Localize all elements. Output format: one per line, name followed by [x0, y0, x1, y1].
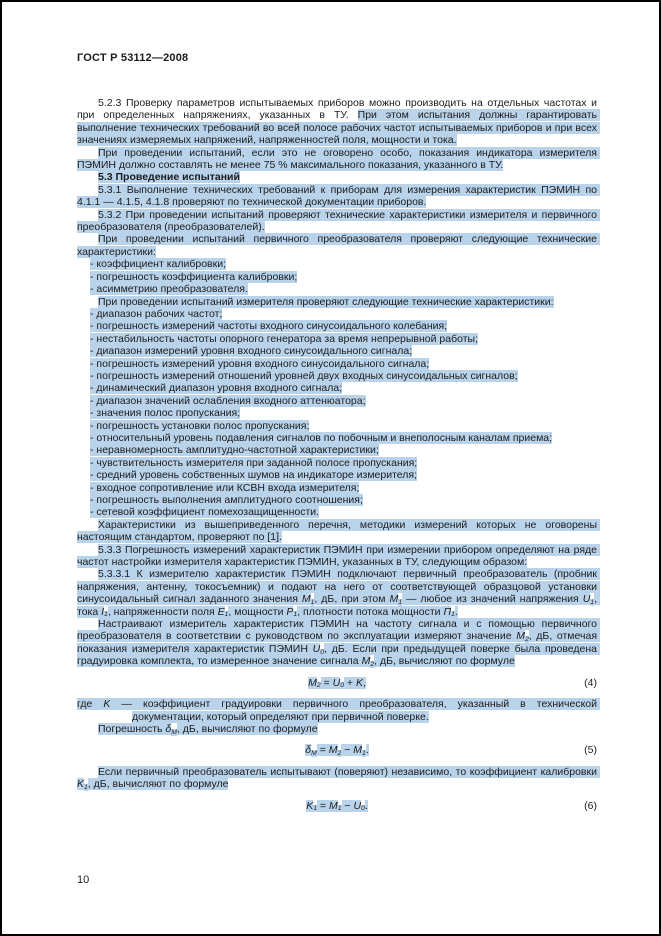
list-item [77, 420, 597, 432]
text-run: - сетевой коэффициент помехозащищенности. [90, 506, 320, 519]
text-run: - коэффициент калибровки; [90, 258, 227, 271]
paragraph-indicator-reading [77, 146, 600, 172]
text-run: M [328, 744, 338, 757]
list-item [77, 283, 597, 295]
text-run: , дБ, при этом [314, 593, 390, 606]
text-run: 1 [104, 611, 108, 619]
text-run: — коэффициент градуировки первичного преобразователя, указанный в технической документации, который определяют при первичной поверке. [110, 698, 600, 723]
list-item [77, 506, 597, 518]
list-item [77, 320, 597, 332]
text-run: - погрешность измерений частоты входного синусоидального колебания; [90, 320, 448, 333]
text-run: - динамический диапазон уровня входного сигнала; [90, 382, 343, 395]
text-run: Погрешность [98, 722, 166, 735]
list-item [77, 382, 597, 394]
list-item [77, 308, 597, 320]
text-run: - входное сопротивление или КСВН входа измерителя; [90, 481, 360, 494]
text-run: 0 [320, 648, 325, 656]
text-run: . [454, 605, 458, 618]
text-run: , дБ. Если при предыдущей поверке была проведена градуировка комплекта, то измеренное значение сигнала [77, 642, 600, 668]
text-run: При проведении испытаний, если это не оговорено особо, показания индикатора измерителя ПЭМИН должно составлять не менее 75 % максимального показания, указанного в ТУ. [77, 146, 600, 172]
text-run: 1 [362, 750, 366, 758]
text-run: Характеристики из вышеприведенного перечня, методики измерений которых не оговорены настоящим стандартом, проверяют по [1]. [77, 518, 600, 544]
text-run: При проведении испытаний первичного преобразователя проверяют следующие технические характеристики: [77, 233, 600, 258]
text-run: 0 [361, 805, 365, 813]
text-run: - неравномерность амплитудно-частотной характеристики; [90, 444, 379, 457]
list-item [77, 333, 597, 345]
text-run: Если первичный преобразователь испытывают (поверяют) независимо, то коэффициент калибровки [98, 765, 600, 778]
document-header: ГОСТ Р 53112—2008 [77, 52, 189, 64]
paragraph-meter-list-intro [77, 296, 597, 308]
list-item [77, 345, 597, 357]
text-run: 5.3.2 При проведении испытаний проверяют технические характеристики измерителя и первичного преобразователя (преобразователей). [77, 208, 600, 234]
text-run: δ [165, 722, 172, 735]
text-run: M [389, 593, 399, 606]
text-run: = [316, 744, 329, 757]
text-run: . [365, 744, 369, 757]
text-run: K [355, 676, 363, 689]
formula-expression [306, 800, 368, 812]
list-item [77, 494, 597, 506]
list-item [77, 457, 597, 469]
formula-6 [77, 800, 597, 812]
text-run: − [341, 744, 354, 757]
text-run: - погрешность коэффициента калибровки; [90, 270, 298, 283]
list-item [77, 370, 597, 382]
text-run: 2 [337, 750, 342, 758]
equation-number: (6) [584, 799, 597, 812]
text-run: = [320, 676, 333, 689]
text-run: 1 [398, 598, 402, 606]
text-run: M [516, 630, 525, 643]
text-run: , плотности потока мощности [297, 605, 444, 618]
text-run: 5.3.3 Погрешность измерений характеристик ПЭМИН при измерении прибором определяют на ряде частот настройки измерителя характеристик ПЭМИН, указанных в ТУ, следующим образом: [77, 543, 600, 569]
text-run: - чувствительность измерителя при заданной полосе пропускания; [90, 456, 418, 469]
text-run: - асимметрию преобразователя. [90, 283, 248, 296]
text-run: - диапазон измерений уровня входного синусоидального сигнала; [90, 345, 413, 358]
text-run: где [77, 698, 104, 711]
text-run: 1 [451, 611, 455, 619]
document-body [77, 97, 600, 821]
text-run: P [286, 605, 294, 618]
text-run: , [362, 676, 366, 689]
text-run: U [332, 676, 341, 689]
text-run: K [77, 778, 85, 791]
formula-4 [77, 677, 597, 689]
text-run: 1 [224, 611, 229, 619]
section-heading-5-3 [77, 171, 597, 183]
list-item [77, 432, 597, 444]
paragraph-5-2-3 [77, 97, 600, 147]
text-run: 0 [340, 682, 344, 690]
paragraph-tuning [77, 618, 600, 668]
text-run: - относительный уровень подавления сигналов по побочным и внеполосным каналам приема; [90, 431, 553, 444]
text-run: 1 [313, 805, 317, 813]
paragraph-5-3-1 [77, 183, 600, 209]
text-run: , дБ, вычисляют по формуле [87, 778, 229, 791]
text-run: — любое из значений напряжения [401, 593, 583, 606]
text-run: 1 [337, 805, 342, 813]
paragraph-where-k [77, 698, 600, 723]
text-run: - средний уровень собственных шумов на индикаторе измерителя; [90, 469, 417, 482]
text-run: E [217, 605, 225, 618]
list-item [77, 395, 597, 407]
list-item [77, 444, 597, 456]
text-run: - нестабильность частоты опорного генератора за время непрерывной работы; [90, 332, 478, 345]
text-run: Настраивают измеритель характеристик ПЭМИН на частоту сигнала и с помощью первичного преобразователя в соответствии с руководством по эксплуатации измеряют значение [77, 618, 600, 643]
text-run: − [341, 799, 354, 812]
text-run: U [582, 593, 591, 606]
text-run: , тока [77, 593, 600, 618]
text-run: 5.2.3 Проверку параметров испытываемых приборов можно производить на отдельных частотах и при определенных напряжениях, указанных в ТУ. [77, 97, 600, 122]
text-run: - диапазон рабочих частот; [90, 307, 223, 320]
text-run: , дБ, вычисляют по формуле [374, 655, 515, 668]
paragraph-independent-calibration [77, 765, 600, 791]
text-run: 5.3 Проведение испытаний [98, 171, 240, 184]
text-run: M [361, 655, 371, 668]
paragraph-reference-1 [77, 518, 600, 544]
text-run: + [344, 676, 356, 689]
text-run: При проведении испытаний измерителя проверяют следующие технические характеристики: [98, 295, 554, 308]
text-run: П [443, 605, 452, 618]
text-run: , дБ, отмечая показания измерителя характеристик ПЭМИН [77, 630, 600, 655]
text-run: M [328, 799, 338, 812]
list-item [77, 407, 597, 419]
text-run: - диапазон значений ослабления входного аттенюатора; [90, 394, 366, 407]
text-run: 1 [84, 783, 88, 791]
list-item [77, 271, 597, 283]
text-run: При этом испытания должны гарантировать выполнение технических требований во всей полосе рабочих частот испытываемых приборов и при всех значениях измеряемых напряжений, напряженностей поля, мощности и тока. [77, 109, 600, 147]
text-run: . [364, 799, 368, 812]
formula-expression [308, 677, 366, 689]
text-run: , напряженности поля [107, 605, 218, 618]
list-item [77, 258, 597, 270]
text-run: δ [305, 744, 312, 757]
text-run: - погрешность выполнения амплитудного соотношения; [90, 494, 363, 506]
paragraph-transducer-list-intro [77, 233, 600, 258]
list-item [77, 358, 597, 370]
text-run: - погрешность измерений отношений уровней двух входных синусоидальных сигналов; [90, 369, 518, 382]
text-run: , мощности [228, 605, 287, 618]
list-item [77, 469, 597, 481]
text-run: M [308, 676, 317, 689]
text-run: 5.3.1 Выполнение технических требований к приборам для измерения характеристик ПЭМИН по 4.1.1 — 4.1.5, 4.1.8 проверяют по технической документации приборов. [77, 183, 600, 209]
paragraph-5-3-3-1 [77, 568, 600, 619]
text-run: , дБ, вычисляют по формуле [176, 722, 318, 735]
formula-expression [305, 744, 368, 756]
text-run: U [353, 799, 362, 812]
equation-number: (4) [584, 676, 597, 689]
text-run: 2 [316, 682, 321, 690]
text-run: 1 [310, 598, 315, 606]
text-run: K [103, 698, 111, 711]
text-run: M [353, 744, 363, 757]
text-run: U [312, 642, 321, 655]
page-number: 10 [77, 874, 90, 886]
text-run: I [101, 605, 105, 618]
text-run: M [171, 728, 177, 736]
text-run: M [301, 593, 311, 606]
paragraph-error-formula-intro [77, 723, 597, 735]
text-run: 2 [524, 636, 529, 644]
text-run: 5.3.3.1 К измерителю характеристик ПЭМИН подключают первичный преобразователь (пробник напряжения, антенну, токосъемник) и подают на него от соответствующей образцовой установки синусоидальный сигнал заданного значения [77, 568, 600, 606]
text-run: 2 [370, 660, 375, 668]
list-item [77, 482, 597, 494]
text-run: 1 [293, 611, 298, 619]
text-run: K [306, 799, 314, 812]
text-run: - погрешность установки полос пропускания; [90, 419, 310, 432]
paragraph-5-3-3 [77, 543, 600, 569]
text-run: 1 [590, 598, 595, 606]
equation-number: (5) [584, 744, 597, 757]
text-run: - погрешность измерений уровня входного синусоидального сигнала; [90, 357, 430, 370]
text-run: = [317, 799, 329, 812]
formula-5 [77, 744, 597, 756]
paragraph-5-3-2 [77, 208, 600, 234]
text-run: M [311, 750, 317, 758]
text-run: - значения полос пропускания; [90, 407, 241, 420]
